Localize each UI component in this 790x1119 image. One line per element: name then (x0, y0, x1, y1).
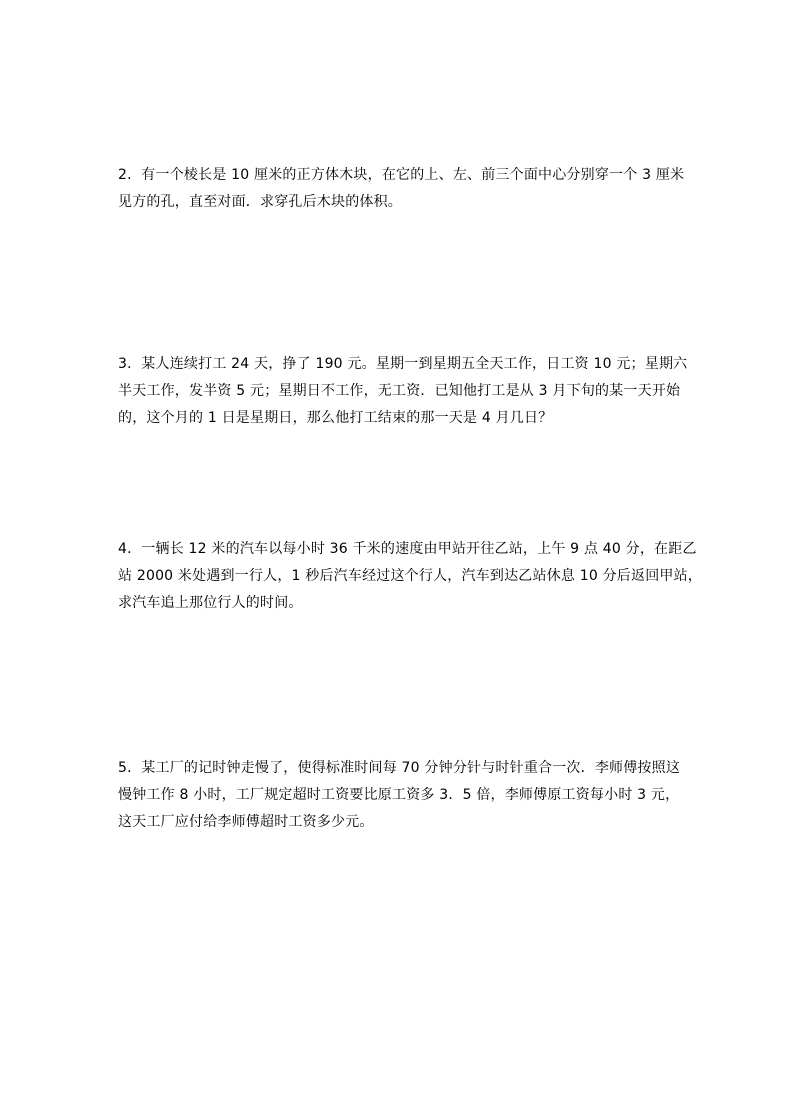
problem-text-line: 3．某人连续打工 24 天，挣了 190 元。星期一到星期五全天工作，日工资 10 元；星期六 (118, 356, 688, 372)
problem-5 (118, 755, 681, 836)
problem-2 (118, 162, 685, 216)
problem-text-line: 站 2000 米处遇到一行人，1 秒后汽车经过这个行人，汽车到达乙站休息 10 分后返回甲站， (118, 568, 702, 584)
problem-4 (118, 536, 702, 617)
problem-text-line: 这天工厂应付给李师傅超时工资多少元。 (118, 814, 374, 830)
problem-text-line: 慢钟工作 8 小时，工厂规定超时工资要比原工资多 3．5 倍，李师傅原工资每小时 3 元， (118, 787, 680, 803)
problem-text-line: 半天工作，发半资 5 元；星期日不工作，无工资．已知他打工是从 3 月下旬的某一天开始 (118, 383, 681, 399)
problem-text-line: 4．一辆长 12 米的汽车以每小时 36 千米的速度由甲站开往乙站，上午 9 点 40 分，在距乙 (118, 541, 697, 557)
problem-text-line: 求汽车追上那位行人的时间。 (118, 595, 303, 611)
problem-text-line: 的，这个月的 1 日是星期日，那么他打工结束的那一天是 4 月几日？ (118, 410, 553, 426)
problem-text-line: 2．有一个棱长是 10 厘米的正方体木块，在它的上、左、前三个面中心分别穿一个 3 厘米 (118, 167, 685, 183)
problem-text-line: 见方的孔，直至对面．求穿孔后木块的体积。 (118, 194, 402, 210)
problem-text-line: 5．某工厂的记时钟走慢了，使得标准时间每 70 分钟分针与时针重合一次．李师傅按照这 (118, 760, 681, 776)
problem-3 (118, 351, 688, 432)
